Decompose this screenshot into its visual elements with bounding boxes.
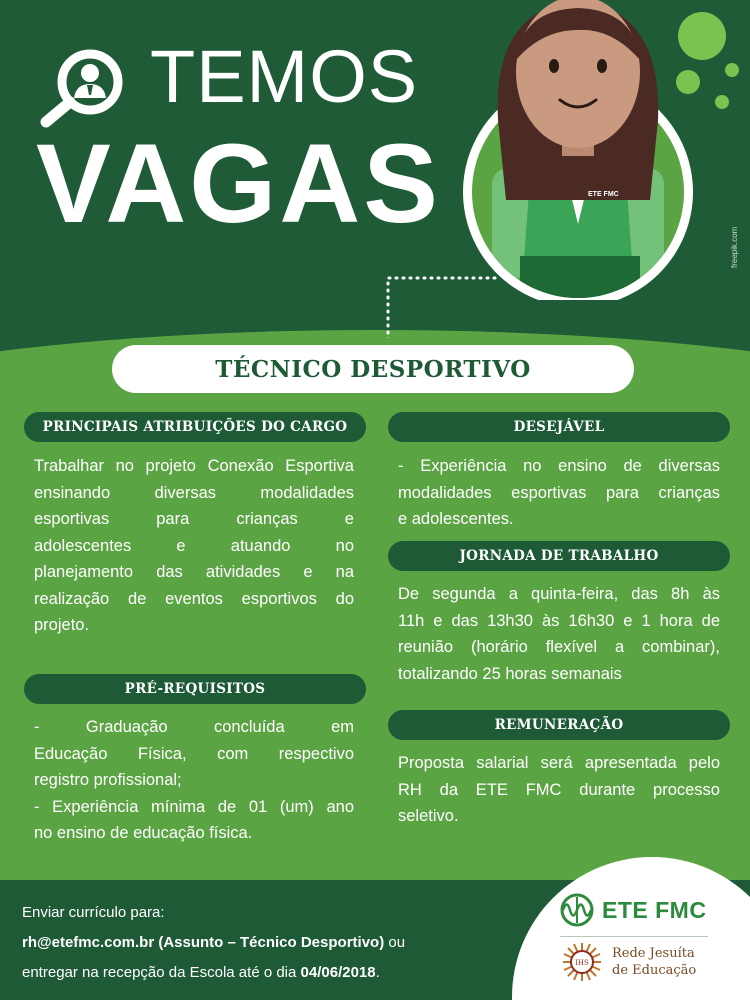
- text-line: ensinando diversas modalidades: [34, 483, 354, 502]
- text-line: - Experiência no ensino de diversas: [398, 457, 720, 475]
- text-line: reunião (horário flexível a combinar),: [398, 638, 720, 656]
- image-credit: freepik.com: [730, 226, 739, 268]
- text-line: modalidades esportivas para crianças: [398, 483, 720, 502]
- desejavel-heading: DESEJÁVEL: [388, 412, 730, 442]
- text-line: esportivas para crianças e: [34, 510, 354, 528]
- footer-text-ou: ou: [384, 934, 406, 951]
- jesuit-sun-emblem: [562, 942, 602, 982]
- text-line: totalizando 25 horas semanais: [398, 664, 622, 683]
- remuneracao-heading: REMUNERAÇÃO: [388, 710, 730, 740]
- text-line: Educação Física, com respectivo: [34, 744, 354, 763]
- text-line: Proposta salarial será apresentada pelo: [398, 754, 720, 772]
- ete-wave-icon: [558, 893, 596, 927]
- rede-jesuita-line2: de Educação: [612, 963, 697, 978]
- ihs-monogram: IHS: [575, 959, 589, 967]
- deadline-date: 04/06/2018: [300, 964, 376, 981]
- footer-send-label: Enviar currículo para:: [22, 904, 165, 921]
- ete-fmc-logo: [558, 893, 706, 927]
- text-line: realização de eventos esportivos do: [34, 589, 354, 608]
- pre-requisitos-heading: PRÉ-REQUISITOS: [24, 674, 366, 704]
- footer-deadline-line: [22, 964, 380, 981]
- text-line: RH da ETE FMC durante processo: [398, 780, 720, 799]
- text-line: seletivo.: [398, 807, 459, 825]
- email-link[interactable]: rh@etefmc.com.br (Assunto – Técnico Desportivo): [22, 934, 385, 951]
- logo-divider: [560, 936, 708, 937]
- pre-requisitos-text: [34, 714, 354, 847]
- job-title: TÉCNICO DESPORTIVO: [112, 345, 634, 393]
- text-line: - Graduação concluída em: [34, 718, 354, 736]
- text-line: planejamento das atividades e na: [34, 563, 354, 581]
- remuneracao-text: [398, 750, 720, 830]
- search-person-icon: [34, 46, 130, 128]
- ete-fmc-name: ETE FMC: [602, 896, 707, 923]
- text-line: De segunda a quinta-feira, das 8h às: [398, 585, 720, 603]
- rede-jesuita-text: [612, 945, 696, 979]
- footer-period: .: [375, 964, 380, 981]
- text-line: projeto.: [34, 616, 90, 634]
- jornada-heading: JORNADA DE TRABALHO: [388, 541, 730, 571]
- text-line: registro profissional;: [34, 771, 182, 789]
- woman-avatar-illustration: [462, 0, 694, 300]
- desejavel-text: [398, 453, 720, 533]
- rede-jesuita-line1: Rede Jesuíta: [612, 946, 695, 961]
- text-line: Trabalhar no projeto Conexão Esportiva: [34, 457, 354, 475]
- text-line: 11h e das 13h30 às 16h30 e 1 hora de: [398, 611, 720, 630]
- atribuicoes-text: [34, 453, 354, 639]
- headline-temos: TEMOS: [150, 35, 419, 118]
- job-title-pill: [104, 338, 642, 400]
- footer-email-line: [22, 934, 405, 951]
- dotted-connector: [384, 272, 504, 342]
- avatar-shirt-logo: ETE FMC: [588, 191, 619, 198]
- jornada-text: [398, 581, 720, 687]
- atribuicoes-heading: PRINCIPAIS ATRIBUIÇÕES DO CARGO: [24, 412, 366, 442]
- text-line: e adolescentes.: [398, 510, 514, 528]
- headline-vagas: VAGAS: [36, 121, 441, 246]
- text-line: - Experiência mínima de 01 (um) ano: [34, 797, 354, 816]
- footer-deliver-text: entregar na recepção da Escola até o dia: [22, 964, 301, 981]
- text-line: adolescentes e atuando no: [34, 536, 354, 555]
- text-line: no ensino de educação física.: [34, 824, 253, 842]
